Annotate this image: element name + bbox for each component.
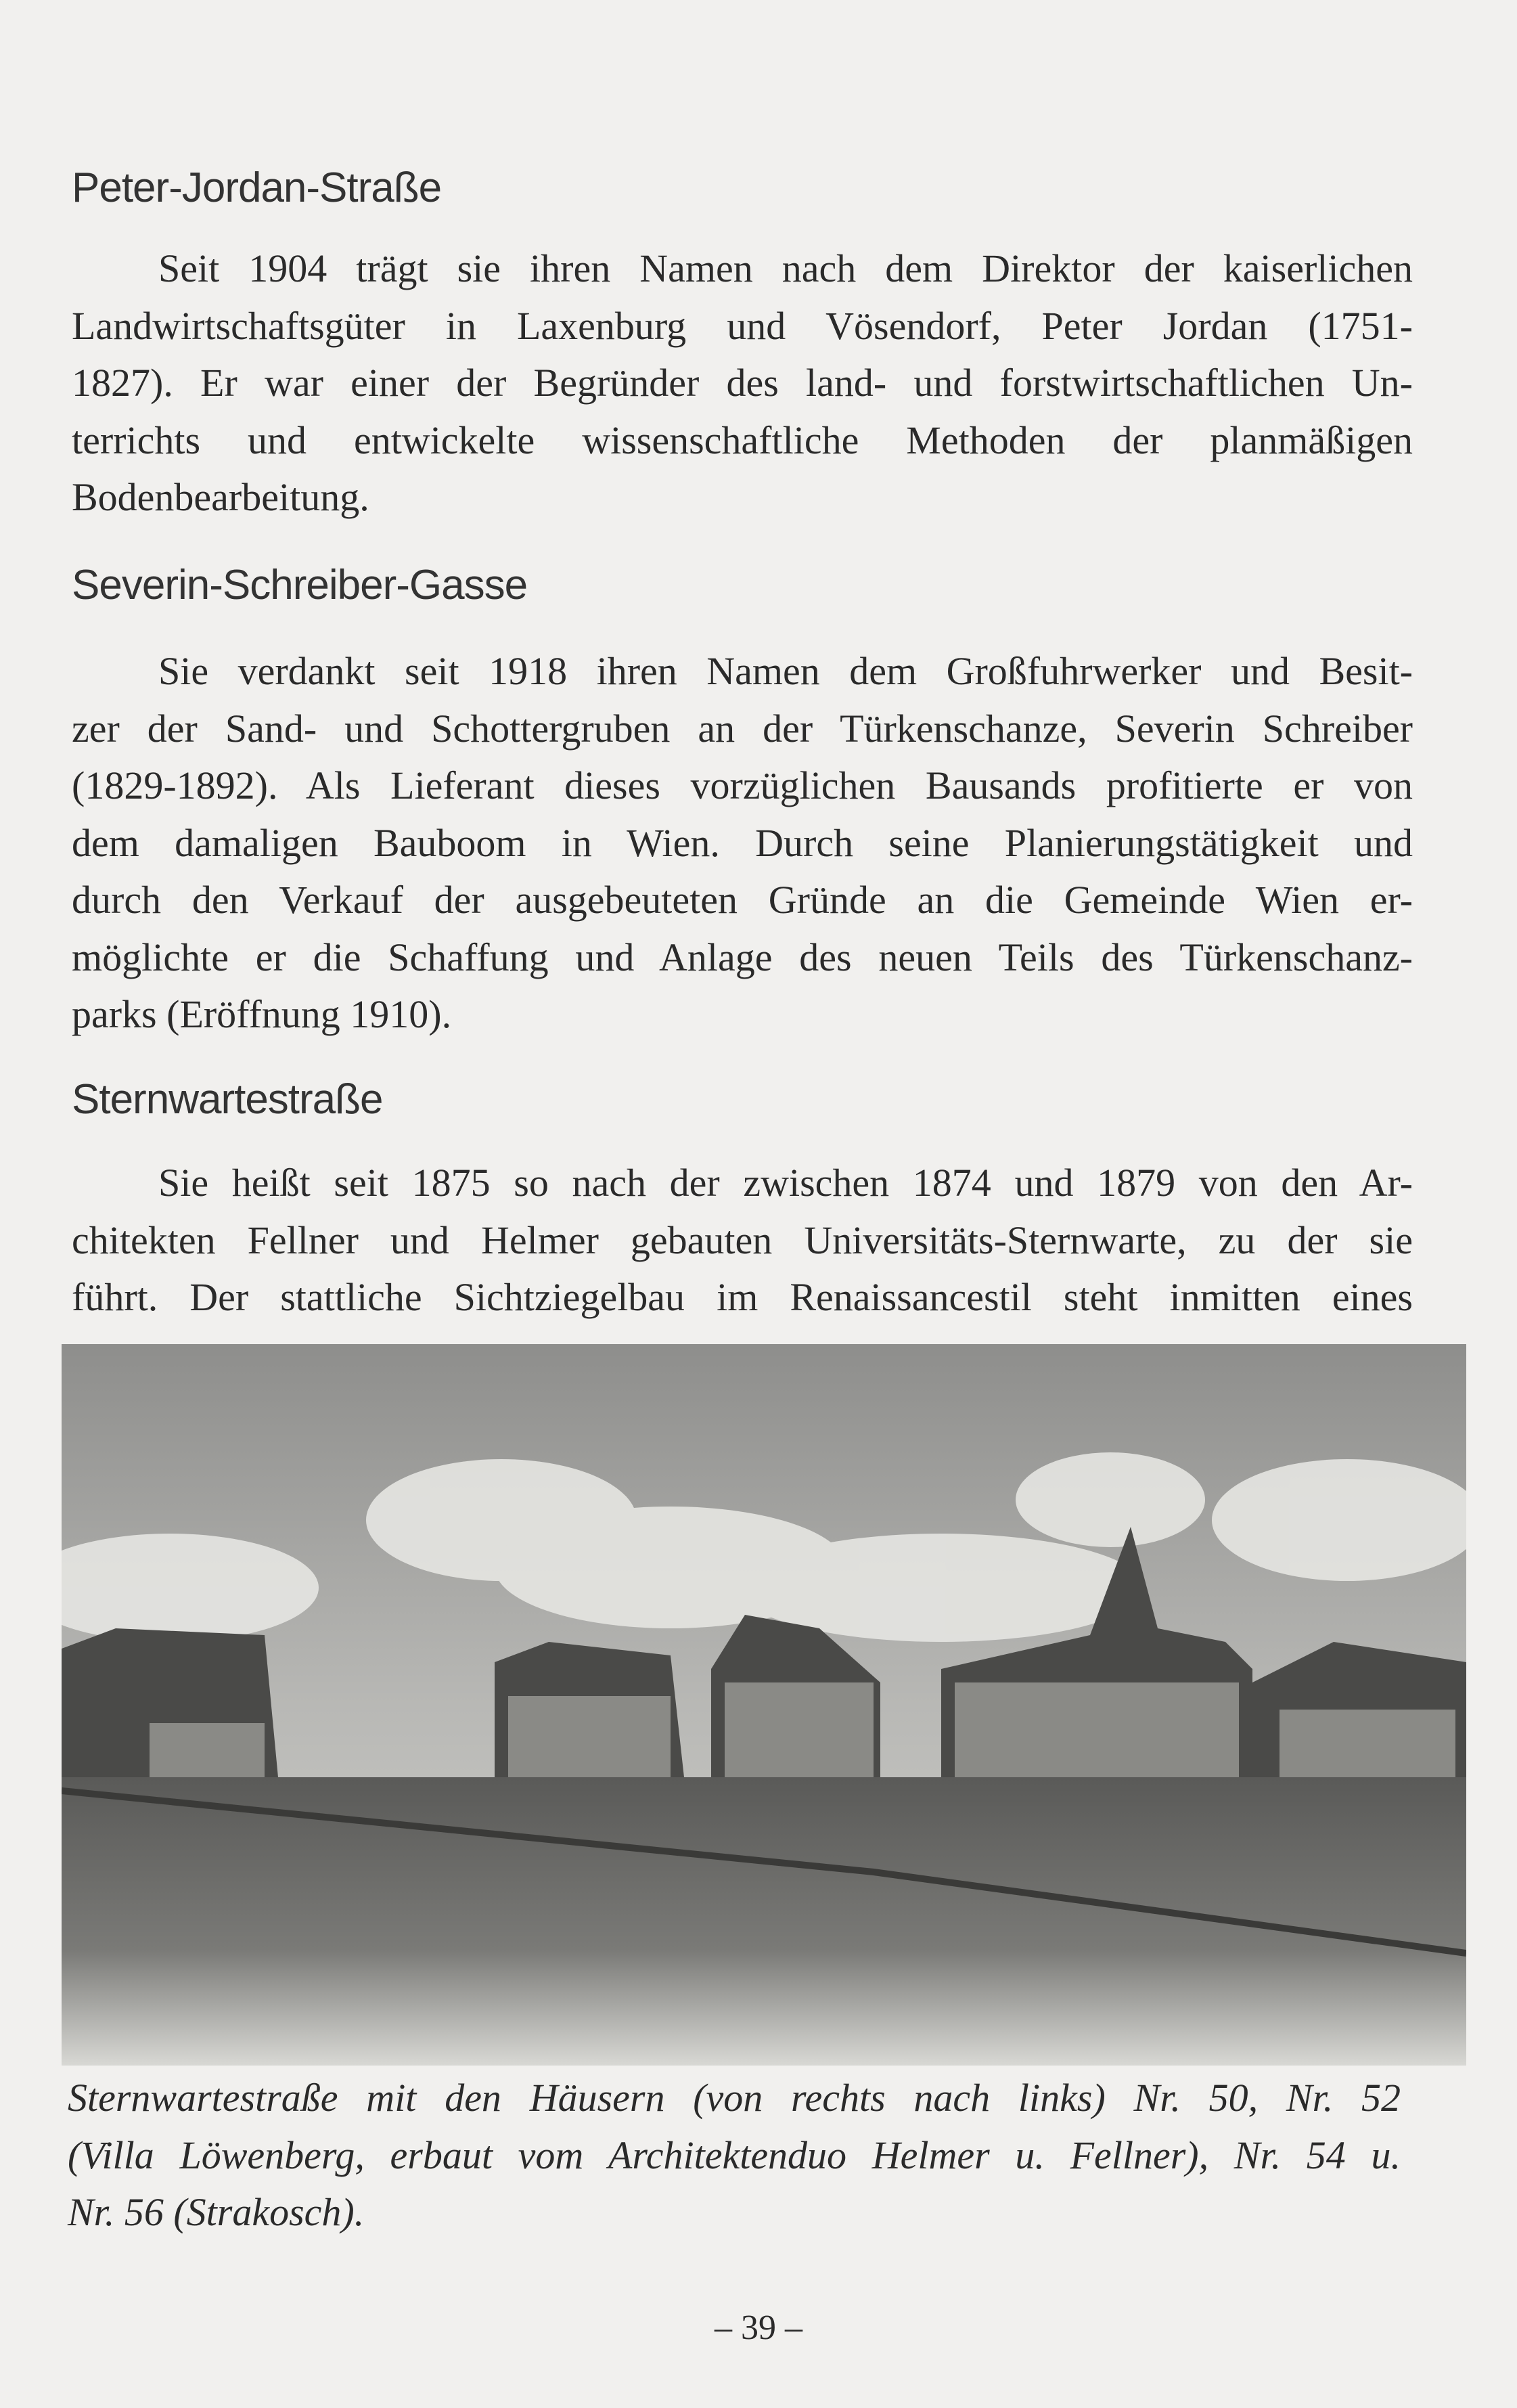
heading-peter-jordan-strasse: Peter-Jordan-Straße (72, 164, 442, 211)
text-line: (1829-1892). Als Lieferant dieses vorzüglichen Bausands profitierte er von (72, 763, 1413, 807)
paragraph-severin-schreiber-gasse (72, 643, 1413, 1044)
paragraph-peter-jordan-strasse (72, 240, 1413, 527)
caption-line: Sternwartestraße mit den Häusern (von rechts nach links) Nr. 50, Nr. 52 (68, 2076, 1401, 2120)
text-line: Landwirtschaftsgüter in Laxenburg und Vösendorf, Peter Jordan (1751- (72, 303, 1413, 348)
heading-severin-schreiber-gasse: Severin-Schreiber-Gasse (72, 562, 528, 608)
text-line: parks (Eröffnung 1910). (72, 992, 452, 1036)
caption-line: (Villa Löwenberg, erbaut vom Architektenduo Helmer u. Fellner), Nr. 54 u. (68, 2133, 1401, 2177)
text-line: 1827). Er war einer der Begründer des land- und forstwirtschaftlichen Un- (72, 361, 1413, 405)
photo-caption (68, 2070, 1401, 2242)
text-line: terrichts und entwickelte wissenschaftliche Methoden der planmäßigen (72, 418, 1413, 462)
text-line: Bodenbearbeitung. (72, 475, 369, 519)
historic-photo-sternwartestrasse (62, 1344, 1466, 2066)
text-line: möglichte er die Schaffung und Anlage des neuen Teils des Türkenschanz- (72, 935, 1413, 979)
text-line: Seit 1904 trägt sie ihren Namen nach dem Direktor der kaiserlichen (158, 246, 1413, 290)
text-line: Sie heißt seit 1875 so nach der zwischen 1874 und 1879 von den Ar- (158, 1161, 1413, 1205)
heading-sternwartestrasse: Sternwartestraße (72, 1076, 383, 1123)
text-line: chitekten Fellner und Helmer gebauten Universitäts-Sternwarte, zu der sie (72, 1218, 1413, 1262)
caption-line: Nr. 56 (Strakosch). (68, 2190, 365, 2234)
text-line: Sie verdankt seit 1918 ihren Namen dem Großfuhrwerker und Besit- (158, 649, 1413, 693)
text-line: durch den Verkauf der ausgebeuteten Gründe an die Gemeinde Wien er- (72, 878, 1413, 922)
text-line: zer der Sand- und Schottergruben an der Türkenschanze, Severin Schreiber (72, 706, 1413, 751)
page-number: – 39 – (715, 2309, 802, 2347)
text-line: führt. Der stattliche Sichtziegelbau im Renaissancestil steht inmitten eines (72, 1275, 1413, 1319)
paragraph-sternwartestrasse (72, 1155, 1413, 1326)
text-line: dem damaligen Bauboom in Wien. Durch seine Planierungstätigkeit und (72, 820, 1413, 865)
